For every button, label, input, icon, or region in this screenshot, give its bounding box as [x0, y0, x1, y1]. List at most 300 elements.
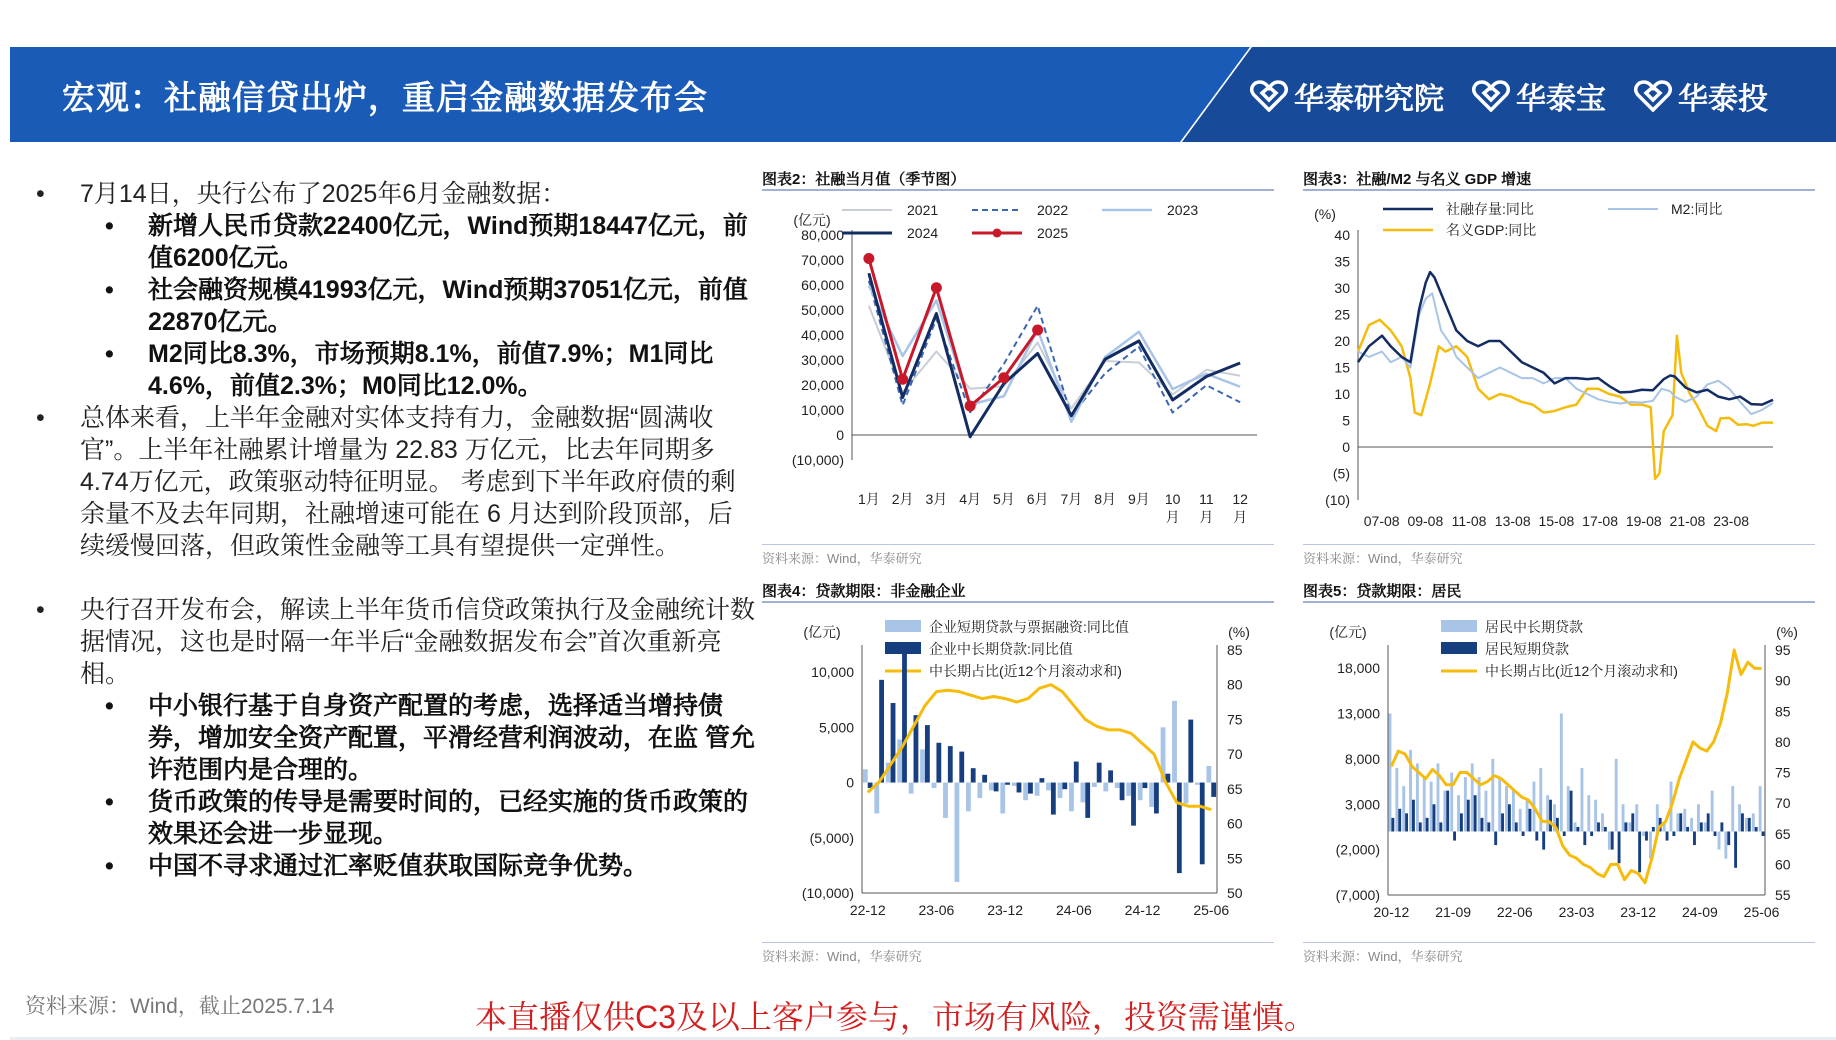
bar-居民中长期贷款 — [1485, 791, 1488, 832]
bar-企业短期贷款与票据融资:同比值 — [1046, 783, 1051, 791]
bar-居民短期贷款 — [1391, 818, 1394, 832]
bar-企业短期贷款与票据融资:同比值 — [909, 783, 914, 794]
heart-logo-icon — [1250, 80, 1288, 112]
bar-居民短期贷款 — [1549, 800, 1552, 832]
y-tick-label: 5 — [1342, 412, 1350, 429]
x-tick-label-suffix: 月 — [1233, 509, 1248, 525]
y2-tick-label: 75 — [1227, 711, 1243, 728]
y-tick-label: 8,000 — [1344, 750, 1380, 767]
x-tick-label: 13-08 — [1494, 513, 1531, 529]
x-tick-label: 5月 — [992, 491, 1015, 507]
bullet-dot: • — [105, 276, 114, 304]
sub-bullet-item — [30, 338, 755, 402]
bar-居民短期贷款 — [1501, 813, 1504, 831]
bar-居民中长期贷款 — [1738, 804, 1741, 831]
chart3-title: 图表3：社融/M2 与名义 GDP 增速 — [1303, 171, 1532, 188]
logo-bao — [1472, 74, 1606, 118]
legend-label-2022: 2022 — [1037, 202, 1069, 218]
bar-居民中长期贷款 — [1443, 791, 1446, 832]
y-tick-label: 20,000 — [801, 377, 844, 393]
legend-label-企业短期贷款与票据融资:同比值: 企业短期贷款与票据融资:同比值 — [929, 619, 1129, 635]
bar-居民中长期贷款 — [1491, 759, 1494, 832]
bar-居民中长期贷款 — [1718, 831, 1721, 849]
bar-居民中长期贷款 — [1642, 831, 1645, 836]
y-tick-label: 18,000 — [1337, 660, 1380, 677]
legend-swatch-居民短期贷款 — [1441, 642, 1477, 654]
bar-企业中长期贷款:同比值 — [948, 746, 953, 782]
series-line-2022 — [869, 281, 1240, 416]
series-line-M2:同比 — [1358, 293, 1773, 414]
y2-axis-unit: (%) — [1228, 624, 1250, 640]
y-tick-label: (10,000) — [791, 452, 844, 468]
chart5-source: 资料来源：Wind，华泰研究 — [1303, 949, 1463, 964]
bar-企业短期贷款与票据融资:同比值 — [1092, 783, 1097, 787]
bullet-item — [30, 402, 755, 562]
chart5-title-rule — [1303, 601, 1815, 603]
y-tick-label: 70,000 — [801, 252, 844, 268]
series-line-2024 — [869, 273, 1240, 437]
bar-居民中长期贷款 — [1546, 795, 1549, 831]
y-axis-unit: (亿元) — [1329, 624, 1367, 640]
bar-居民短期贷款 — [1494, 831, 1497, 845]
y-tick-label: 5,000 — [818, 719, 854, 736]
series-line-社融存量:同比 — [1358, 272, 1773, 405]
bullet-item — [30, 594, 755, 690]
sub-bullet-item — [30, 850, 755, 882]
bar-居民短期贷款 — [1693, 831, 1696, 845]
bullet-text: 总体来看，上半年金融对实体支持有力，金融数据“圆满收官”。上半年社融累计增量为 22.83 万亿元，比去年同期多4.74万亿元，政策驱动特征明显。 考虑到下半年政府债的剩余量不及去年同期，社融增速可能在 6 月达到阶段顶部，后续缓慢回落，但政策性金融等工具有望提供一定弹性。 — [80, 404, 736, 560]
legend-swatch-企业中长期贷款:同比值 — [885, 642, 921, 654]
bar-居民中长期贷款 — [1526, 800, 1529, 832]
spacer — [30, 562, 755, 594]
bar-居民中长期贷款 — [1512, 791, 1515, 832]
bullet-text: 7月14日，央行公布了2025年6月金融数据： — [80, 180, 567, 208]
heart-logo-icon — [1634, 80, 1672, 112]
y2-tick-label: 75 — [1775, 764, 1791, 781]
y-tick-label: 40 — [1334, 227, 1350, 243]
x-tick-label: 1月 — [857, 491, 880, 507]
bar-企业短期贷款与票据融资:同比值 — [1069, 783, 1074, 812]
bar-企业中长期贷款:同比值 — [971, 768, 976, 782]
x-tick-label: 23-03 — [1558, 904, 1595, 920]
chart2-seasonal — [762, 195, 1274, 540]
y-tick-label: 20 — [1334, 333, 1350, 349]
y-tick-label: (5,000) — [809, 829, 854, 846]
bar-企业短期贷款与票据融资:同比值 — [1138, 783, 1143, 801]
bar-居民短期贷款 — [1453, 831, 1456, 840]
x-tick-label: 9月 — [1127, 491, 1150, 507]
bar-企业短期贷款与票据融资:同比值 — [1012, 783, 1017, 786]
bar-企业中长期贷款:同比值 — [1143, 783, 1148, 789]
bar-居民短期贷款 — [1474, 795, 1477, 831]
chart5-household-loans — [1303, 605, 1815, 940]
y-tick-label: 10 — [1334, 386, 1350, 402]
y-tick-label: 60,000 — [801, 277, 844, 293]
x-tick-label: 2月 — [891, 491, 914, 507]
footer-source: 资料来源：Wind，截止2025.7.14 — [25, 995, 335, 1018]
x-tick-label: 24-09 — [1681, 904, 1718, 920]
x-tick-label: 24-12 — [1124, 902, 1161, 918]
legend-label-2024: 2024 — [907, 225, 939, 241]
bar-企业短期贷款与票据融资:同比值 — [1103, 783, 1108, 792]
x-tick-label: 6月 — [1026, 491, 1049, 507]
bullet-dot: • — [105, 788, 114, 816]
y2-tick-label: 65 — [1227, 780, 1243, 797]
chart2-source-rule — [762, 544, 1274, 545]
y-tick-label: 25 — [1334, 306, 1350, 323]
bar-居民中长期贷款 — [1505, 786, 1508, 831]
legend-label-社融存量:同比: 社融存量:同比 — [1446, 201, 1534, 217]
bar-居民短期贷款 — [1631, 813, 1634, 831]
bar-企业中长期贷款:同比值 — [936, 743, 941, 783]
bar-居民中长期贷款 — [1498, 777, 1501, 831]
y-tick-label: 35 — [1334, 253, 1350, 270]
x-tick-label: 23-12 — [987, 902, 1024, 918]
x-tick-label: 11 — [1199, 491, 1214, 507]
y-tick-label: 15 — [1334, 359, 1350, 376]
bar-居民中长期贷款 — [1635, 804, 1638, 831]
bar-居民中长期贷款 — [1622, 804, 1625, 831]
bar-企业短期贷款与票据融资:同比值 — [977, 783, 982, 798]
bar-居民短期贷款 — [1446, 791, 1449, 832]
x-tick-label: 15-08 — [1538, 513, 1575, 529]
bar-居民中长期贷款 — [1587, 795, 1590, 831]
bar-企业中长期贷款:同比值 — [1074, 762, 1079, 783]
bar-居民短期贷款 — [1707, 813, 1710, 831]
bar-居民短期贷款 — [1426, 818, 1429, 832]
bar-企业中长期贷款:同比值 — [1108, 770, 1113, 782]
chart4-source: 资料来源：Wind，华泰研究 — [762, 949, 922, 964]
brand-logos — [1250, 74, 1768, 118]
bar-居民中长期贷款 — [1601, 813, 1604, 831]
bar-居民短期贷款 — [1645, 831, 1648, 840]
y-tick-label: 40,000 — [801, 327, 844, 343]
bar-企业短期贷款与票据融资:同比值 — [1149, 783, 1154, 807]
legend-marker-2025 — [993, 229, 1002, 238]
x-tick-label: 20-12 — [1373, 904, 1410, 920]
bar-居民短期贷款 — [1412, 800, 1415, 832]
legend-swatch-企业短期贷款与票据融资:同比值 — [885, 620, 921, 632]
bar-居民中长期贷款 — [1389, 714, 1392, 832]
bar-居民短期贷款 — [1727, 831, 1730, 845]
logo-tou — [1634, 74, 1768, 118]
bar-居民短期贷款 — [1398, 809, 1401, 832]
bullet-item — [30, 178, 755, 210]
bar-居民中长期贷款 — [1697, 804, 1700, 831]
bar-居民短期贷款 — [1714, 831, 1717, 836]
y2-tick-label: 95 — [1775, 642, 1791, 658]
bar-居民短期贷款 — [1611, 831, 1614, 849]
bar-居民短期贷款 — [1481, 818, 1484, 832]
bar-居民中长期贷款 — [1423, 777, 1426, 831]
bar-企业短期贷款与票据融资:同比值 — [989, 783, 994, 791]
sub-bullet-item — [30, 690, 755, 786]
bullet-text: 央行召开发布会，解读上半年货币信贷政策执行及金融统计数据情况，这也是时隔一年半后“金融数据发布会”首次重新亮相。 — [80, 596, 756, 688]
x-tick-label: 21-08 — [1669, 513, 1706, 529]
chart3-title-rule — [1303, 189, 1815, 191]
bar-企业中长期贷款:同比值 — [891, 703, 896, 783]
x-tick-label: 23-12 — [1620, 904, 1657, 920]
bar-居民中长期贷款 — [1752, 813, 1755, 831]
bar-居民短期贷款 — [1590, 831, 1593, 836]
data-point-2025 — [863, 253, 874, 264]
logo-tou-label: 华泰投 — [1678, 83, 1768, 116]
y2-tick-label: 50 — [1227, 885, 1243, 901]
chart4-title: 图表4：贷款期限：非金融企业 — [762, 583, 966, 600]
logo-research — [1250, 74, 1444, 118]
bar-企业短期贷款与票据融资:同比值 — [1035, 783, 1040, 796]
bar-企业中长期贷款:同比值 — [1131, 783, 1136, 826]
heart-logo-icon — [1472, 80, 1510, 112]
chart2-title: 图表2：社融当月值（季节图） — [762, 171, 966, 188]
bar-居民短期贷款 — [1535, 831, 1538, 840]
y-axis-unit: (亿元) — [793, 212, 831, 228]
y-tick-label: 10,000 — [811, 664, 854, 681]
bar-居民中长期贷款 — [1471, 763, 1474, 831]
x-tick-label: 25-06 — [1743, 904, 1780, 920]
legend-label-2023: 2023 — [1167, 202, 1199, 218]
bar-居民中长期贷款 — [1711, 791, 1714, 832]
y-tick-label: (2,000) — [1335, 841, 1380, 858]
y-tick-label: (7,000) — [1335, 887, 1380, 903]
risk-disclaimer: 本直播仅供C3及以上客户参与，市场有风险，投资需谨慎。 — [475, 999, 1316, 1035]
sub-bullet-item — [30, 210, 755, 274]
bar-居民短期贷款 — [1529, 809, 1532, 832]
bullet-dot: • — [105, 340, 114, 368]
chart2-source: 资料来源：Wind，华泰研究 — [762, 551, 922, 566]
legend-label-2025: 2025 — [1037, 225, 1069, 241]
bar-企业短期贷款与票据融资:同比值 — [863, 769, 868, 782]
bullet-dot: • — [105, 692, 114, 720]
bar-企业短期贷款与票据融资:同比值 — [966, 783, 971, 812]
chart3-source: 资料来源：Wind，华泰研究 — [1303, 551, 1463, 566]
y2-tick-label: 80 — [1227, 676, 1243, 693]
bar-居民中长期贷款 — [1402, 786, 1405, 831]
bar-居民短期贷款 — [1583, 831, 1586, 845]
y-tick-label: (10,000) — [801, 885, 854, 901]
y2-tick-label: 60 — [1227, 815, 1243, 832]
bar-企业中长期贷款:同比值 — [1154, 783, 1159, 814]
page-title: 宏观：社融信贷出炉，重启金融数据发布会 — [62, 79, 708, 116]
bar-企业短期贷款与票据融资:同比值 — [1184, 783, 1189, 804]
bar-居民中长期贷款 — [1745, 818, 1748, 832]
bar-企业中长期贷款:同比值 — [925, 725, 930, 782]
y-tick-label: (5) — [1332, 465, 1350, 482]
legend-label-企业中长期贷款:同比值: 企业中长期贷款:同比值 — [929, 641, 1073, 657]
series-line-2025 — [869, 259, 1038, 407]
bar-居民短期贷款 — [1652, 827, 1655, 832]
bar-企业中长期贷款:同比值 — [1040, 778, 1045, 782]
bar-企业短期贷款与票据融资:同比值 — [1058, 783, 1063, 798]
y2-tick-label: 90 — [1775, 672, 1791, 689]
x-tick-label: 23-08 — [1713, 513, 1750, 529]
bar-居民短期贷款 — [1508, 804, 1511, 831]
bar-居民中长期贷款 — [1690, 818, 1693, 832]
x-tick-label: 8月 — [1094, 491, 1117, 507]
bar-企业短期贷款与票据融资:同比值 — [1195, 783, 1200, 785]
bar-居民中长期贷款 — [1450, 773, 1453, 832]
bar-居民中长期贷款 — [1464, 777, 1467, 831]
bar-居民短期贷款 — [1666, 831, 1669, 840]
x-tick-label: 12 — [1232, 491, 1248, 507]
bar-居民中长期贷款 — [1567, 786, 1570, 831]
bullet-dot: • — [105, 852, 114, 880]
bar-企业中长期贷款:同比值 — [959, 752, 964, 783]
bar-企业中长期贷款:同比值 — [1062, 783, 1067, 790]
data-point-2025 — [965, 401, 976, 412]
sub-bullet-text: 中国不寻求通过汇率贬值获取国际竞争优势。 — [148, 852, 649, 880]
y2-tick-label: 70 — [1775, 795, 1791, 812]
bar-企业中长期贷款:同比值 — [1097, 763, 1102, 783]
y-tick-label: 30 — [1334, 280, 1350, 296]
bar-居民中长期贷款 — [1580, 768, 1583, 832]
bar-居民短期贷款 — [1755, 827, 1758, 832]
bar-居民中长期贷款 — [1560, 714, 1563, 832]
chart3-source-rule — [1303, 544, 1815, 545]
y-tick-label: 13,000 — [1337, 705, 1380, 722]
legend-label-中长期占比(近12个月滚动求和): 中长期占比(近12个月滚动求和) — [929, 663, 1122, 679]
bar-企业中长期贷款:同比值 — [879, 680, 884, 783]
logo-research-label: 华泰研究院 — [1294, 83, 1444, 116]
bar-居民短期贷款 — [1741, 813, 1744, 831]
bullet-dot: • — [36, 180, 45, 208]
bar-居民短期贷款 — [1439, 822, 1442, 831]
bar-企业中长期贷款:同比值 — [994, 783, 999, 792]
bar-居民短期贷款 — [1638, 831, 1641, 872]
x-tick-label: 19-08 — [1625, 513, 1662, 529]
y-tick-label: (10) — [1325, 492, 1350, 508]
bar-居民短期贷款 — [1419, 822, 1422, 831]
legend-label-居民短期贷款: 居民短期贷款 — [1485, 641, 1569, 657]
bar-企业短期贷款与票据融资:同比值 — [1080, 783, 1085, 803]
bar-居民中长期贷款 — [1731, 786, 1734, 831]
bullet-dot: • — [36, 404, 45, 432]
y-tick-label: 50,000 — [801, 302, 844, 318]
y2-tick-label: 65 — [1775, 825, 1791, 842]
bar-居民中长期贷款 — [1759, 786, 1762, 831]
bar-居民短期贷款 — [1433, 804, 1436, 831]
x-tick-label: 25-06 — [1193, 902, 1230, 918]
y2-tick-label: 55 — [1775, 887, 1791, 903]
bar-居民短期贷款 — [1542, 831, 1545, 849]
bar-企业短期贷款与票据融资:同比值 — [955, 783, 960, 882]
bar-居民短期贷款 — [1515, 822, 1518, 831]
bar-企业短期贷款与票据融资:同比值 — [1172, 701, 1177, 783]
y-tick-label: 30,000 — [801, 352, 844, 368]
sub-bullet-text: 社会融资规模41993亿元，Wind预期37051亿元，前值22870亿元。 — [148, 276, 748, 336]
y-tick-label: 80,000 — [801, 227, 844, 243]
y2-tick-label: 60 — [1775, 856, 1791, 873]
x-tick-label: 11-08 — [1451, 513, 1487, 529]
bar-企业中长期贷款:同比值 — [1200, 783, 1205, 865]
x-tick-label: 4月 — [959, 491, 982, 507]
chart5-title: 图表5：贷款期限：居民 — [1303, 583, 1462, 600]
sub-bullet-text: 中小银行基于自身资产配置的考虑，选择适当增持债券，增加安全资产配置，平滑经营利润波动，在监 管允许范围内是合理的。 — [148, 692, 755, 784]
sub-bullet-text: 新增人民币贷款22400亿元，Wind预期18447亿元，前值6200亿元。 — [148, 212, 748, 272]
chart3-growth — [1303, 195, 1815, 540]
bar-居民短期贷款 — [1460, 813, 1463, 831]
y2-tick-label: 80 — [1775, 733, 1791, 750]
y2-tick-label: 70 — [1227, 746, 1243, 763]
x-tick-label: 23-06 — [918, 902, 955, 918]
bar-居民短期贷款 — [1467, 800, 1470, 832]
legend-label-中长期占比(近12个月滚动求和): 中长期占比(近12个月滚动求和) — [1485, 663, 1678, 679]
bar-居民短期贷款 — [1734, 831, 1737, 867]
x-tick-label: 10 — [1164, 491, 1181, 507]
chart2-title-rule — [762, 189, 1274, 191]
bar-企业中长期贷款:同比值 — [1005, 783, 1010, 785]
x-tick-label: 22-06 — [1496, 904, 1533, 920]
data-point-2025 — [998, 372, 1009, 383]
bar-企业中长期贷款:同比值 — [1017, 783, 1022, 793]
bar-企业短期贷款与票据融资:同比值 — [920, 749, 925, 782]
bar-居民中长期贷款 — [1704, 822, 1707, 831]
chart4-source-rule — [762, 942, 1274, 943]
x-tick-label: 21-09 — [1435, 904, 1472, 920]
bar-企业中长期贷款:同比值 — [1120, 783, 1125, 801]
bullet-dot: • — [105, 212, 114, 240]
sub-bullet-item — [30, 786, 755, 850]
bar-居民中长期贷款 — [1457, 795, 1460, 831]
logo-bao-label: 华泰宝 — [1516, 83, 1606, 116]
bar-居民中长期贷款 — [1724, 831, 1727, 858]
bar-居民短期贷款 — [1563, 831, 1566, 836]
x-tick-label: 22-12 — [849, 902, 886, 918]
x-tick-label: 09-08 — [1407, 513, 1444, 529]
bar-居民中长期贷款 — [1683, 809, 1686, 832]
bar-居民短期贷款 — [1686, 827, 1689, 832]
bar-企业短期贷款与票据融资:同比值 — [1206, 766, 1211, 783]
sub-bullet-text: M2同比8.3%，市场预期8.1%，前值7.9%；M1同比4.6%，前值2.3%；M0同比12.0%。 — [148, 340, 714, 400]
legend-swatch-居民中长期贷款 — [1441, 620, 1477, 632]
bar-居民短期贷款 — [1672, 831, 1675, 836]
bar-企业短期贷款与票据融资:同比值 — [943, 783, 948, 818]
bar-企业中长期贷款:同比值 — [1188, 720, 1193, 783]
bar-居民短期贷款 — [1522, 831, 1525, 836]
chart4-corporate-loans — [762, 605, 1274, 940]
series-line-名义GDP:同比 — [1358, 320, 1773, 479]
legend-label-名义GDP:同比: 名义GDP:同比 — [1446, 222, 1537, 238]
bar-居民短期贷款 — [1604, 827, 1607, 832]
x-tick-label: 17-08 — [1582, 513, 1618, 529]
bar-居民中长期贷款 — [1628, 822, 1631, 831]
y-tick-label: 0 — [836, 427, 844, 443]
bar-居民短期贷款 — [1570, 791, 1573, 832]
bar-居民短期贷款 — [1597, 822, 1600, 831]
y2-tick-label: 85 — [1775, 703, 1791, 720]
bar-企业短期贷款与票据融资:同比值 — [1000, 783, 1005, 814]
bar-居民短期贷款 — [1762, 831, 1765, 836]
series-line-2023 — [869, 286, 1240, 422]
bar-居民短期贷款 — [1679, 813, 1682, 831]
x-tick-label: 7月 — [1060, 491, 1083, 507]
bullet-dot: • — [36, 596, 45, 624]
y2-tick-label: 85 — [1227, 642, 1243, 658]
bar-企业中长期贷款:同比值 — [1085, 783, 1090, 818]
y-tick-label: 0 — [846, 774, 854, 791]
y-axis-unit: (%) — [1314, 206, 1336, 222]
legend-label-居民中长期贷款: 居民中长期贷款 — [1485, 619, 1583, 635]
bar-企业短期贷款与票据融资:同比值 — [1115, 783, 1120, 789]
bar-居民中长期贷款 — [1594, 800, 1597, 832]
bar-居民中长期贷款 — [1676, 813, 1679, 831]
bar-企业短期贷款与票据融资:同比值 — [932, 783, 937, 789]
x-tick-label-suffix: 月 — [1165, 509, 1180, 525]
bar-企业中长期贷款:同比值 — [1211, 783, 1216, 797]
bar-居民短期贷款 — [1624, 822, 1627, 831]
y-tick-label: 3,000 — [1344, 796, 1380, 813]
data-point-2025 — [897, 374, 908, 385]
